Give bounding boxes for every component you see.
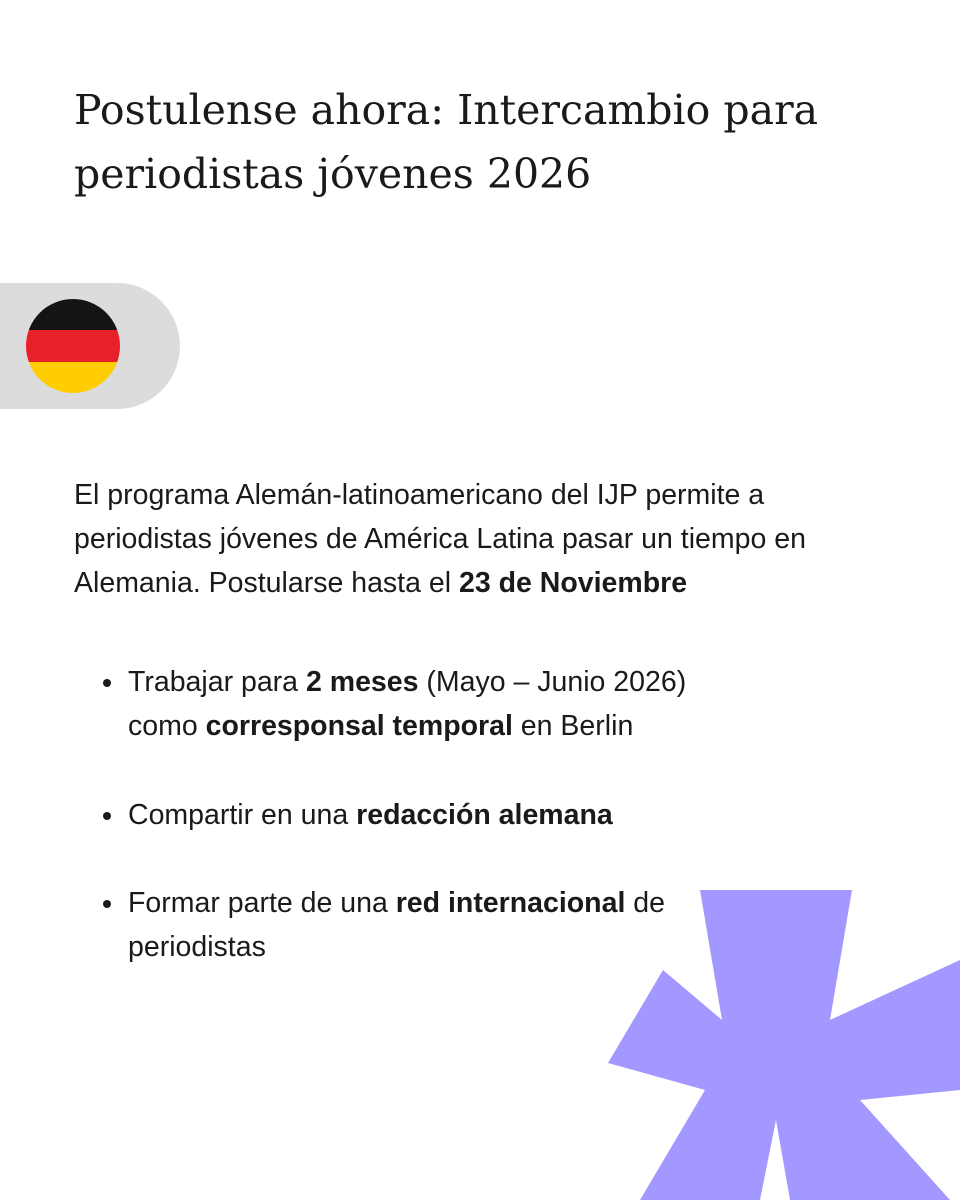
bullet-icon [103, 900, 111, 908]
germany-flag-icon [26, 299, 120, 393]
list-item-text: Trabajar para 2 meses (Mayo – Junio 2026) como corresponsal temporal en Berlin [128, 666, 687, 742]
asterisk-icon [600, 885, 960, 1200]
list-item-text: Formar parte de una red internacional de periodistas [128, 887, 665, 963]
bullet-icon [103, 812, 111, 820]
flag-pill [0, 283, 180, 409]
intro-paragraph [74, 473, 894, 605]
bullet-icon [103, 679, 111, 687]
list-item-text: Compartir en una redacción alemana [128, 799, 613, 831]
intro-text: El programa Alemán-latinoamericano del IJP permite a periodistas jóvenes de América Latina pasar un tiempo en Alemania. Postularse hasta el [74, 479, 806, 599]
deadline-date: 23 de Noviembre [458, 567, 688, 599]
page-title: Postulense ahora: Intercambio para periodistas jóvenes 2026 [74, 86, 819, 198]
